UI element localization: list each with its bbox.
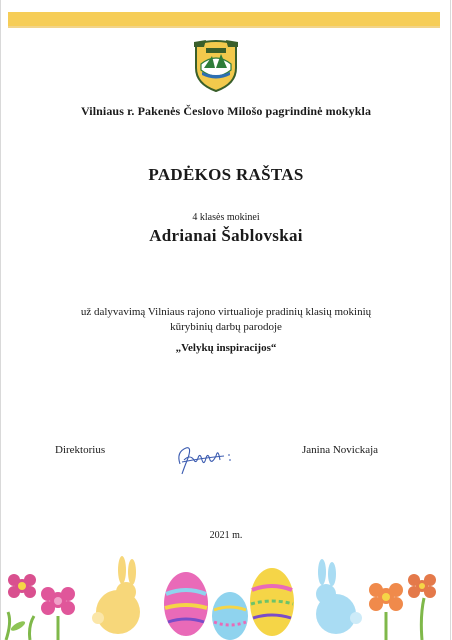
top-decorative-bar [8,12,440,26]
easter-decoration [0,556,452,640]
page-border-left [0,0,1,640]
body-text-line-1: už dalyvavimą Vilniaus rajono virtualioje pradinių klasių mokinių [80,306,372,318]
signatory-role: Direktorius [55,444,106,456]
flower-icon [369,574,436,640]
issue-year: 2021 m. [209,530,243,541]
school-name: Vilniaus r. Pakenės Česlovo Milošo pagrindinė mokykla [80,104,372,118]
grade-line: 4 klasės mokinei [192,212,260,223]
exhibition-title: „Velykų inspiracijos“ [175,342,277,354]
easter-eggs-icon [164,568,294,640]
bunny-icon [92,556,140,634]
school-crest-icon [192,38,240,92]
recipient-name: Adrianai Šablovskai [149,226,303,245]
bunny-icon [316,559,362,634]
signature-image [172,438,238,476]
certificate-title: PADĖKOS RAŠTAS [148,165,304,184]
flower-icon [6,574,75,640]
body-text-line-2: kūrybinių darbų parodoje [170,321,282,333]
director-name: Janina Novickaja [302,444,379,456]
page-border-right [450,0,451,640]
